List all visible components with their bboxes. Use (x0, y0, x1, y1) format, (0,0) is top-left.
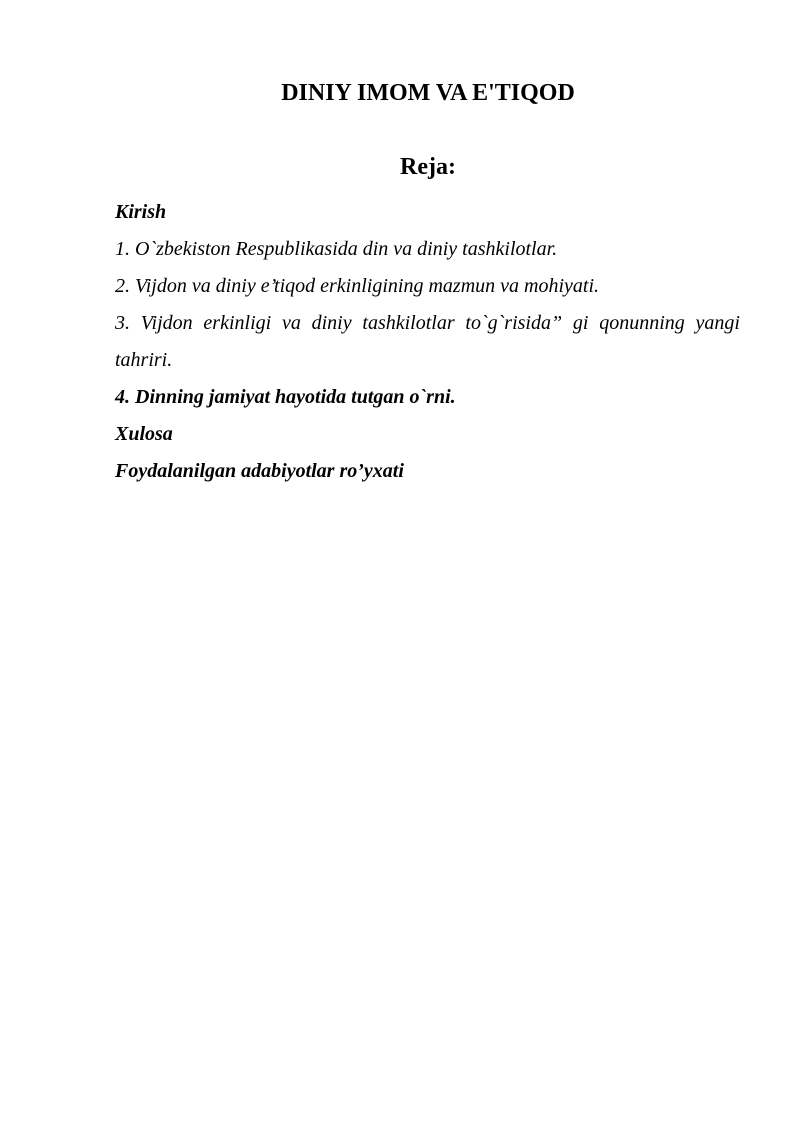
plan-item-introduction: Kirish (115, 201, 167, 223)
plan-item-2: 2. Vijdon va diniy e’tiqod erkinligining mazmun va mohiyati. (115, 275, 600, 297)
plan-heading: Reja: (400, 154, 456, 180)
plan-item-1: 1. O`zbekiston Respublikasida din va diniy tashkilotlar. (115, 238, 558, 260)
plan-item-conclusion: Xulosa (115, 423, 173, 445)
document-title: DINIY IMOM VA E'TIQOD (281, 80, 575, 106)
plan-item-4: 4. Dinning jamiyat hayotida tutgan o`rni. (115, 386, 456, 408)
plan-item-3 (115, 305, 740, 379)
plan-item-3-line-1: 3. Vijdon erkinligi va diniy tashkilotlar to`g`risida” gi qonunning yangi (115, 312, 740, 334)
plan-item-references: Foydalanilgan adabiyotlar ro’yxati (115, 460, 404, 482)
plan-list (115, 194, 740, 490)
plan-item-3-line-2: tahriri. (115, 349, 173, 371)
